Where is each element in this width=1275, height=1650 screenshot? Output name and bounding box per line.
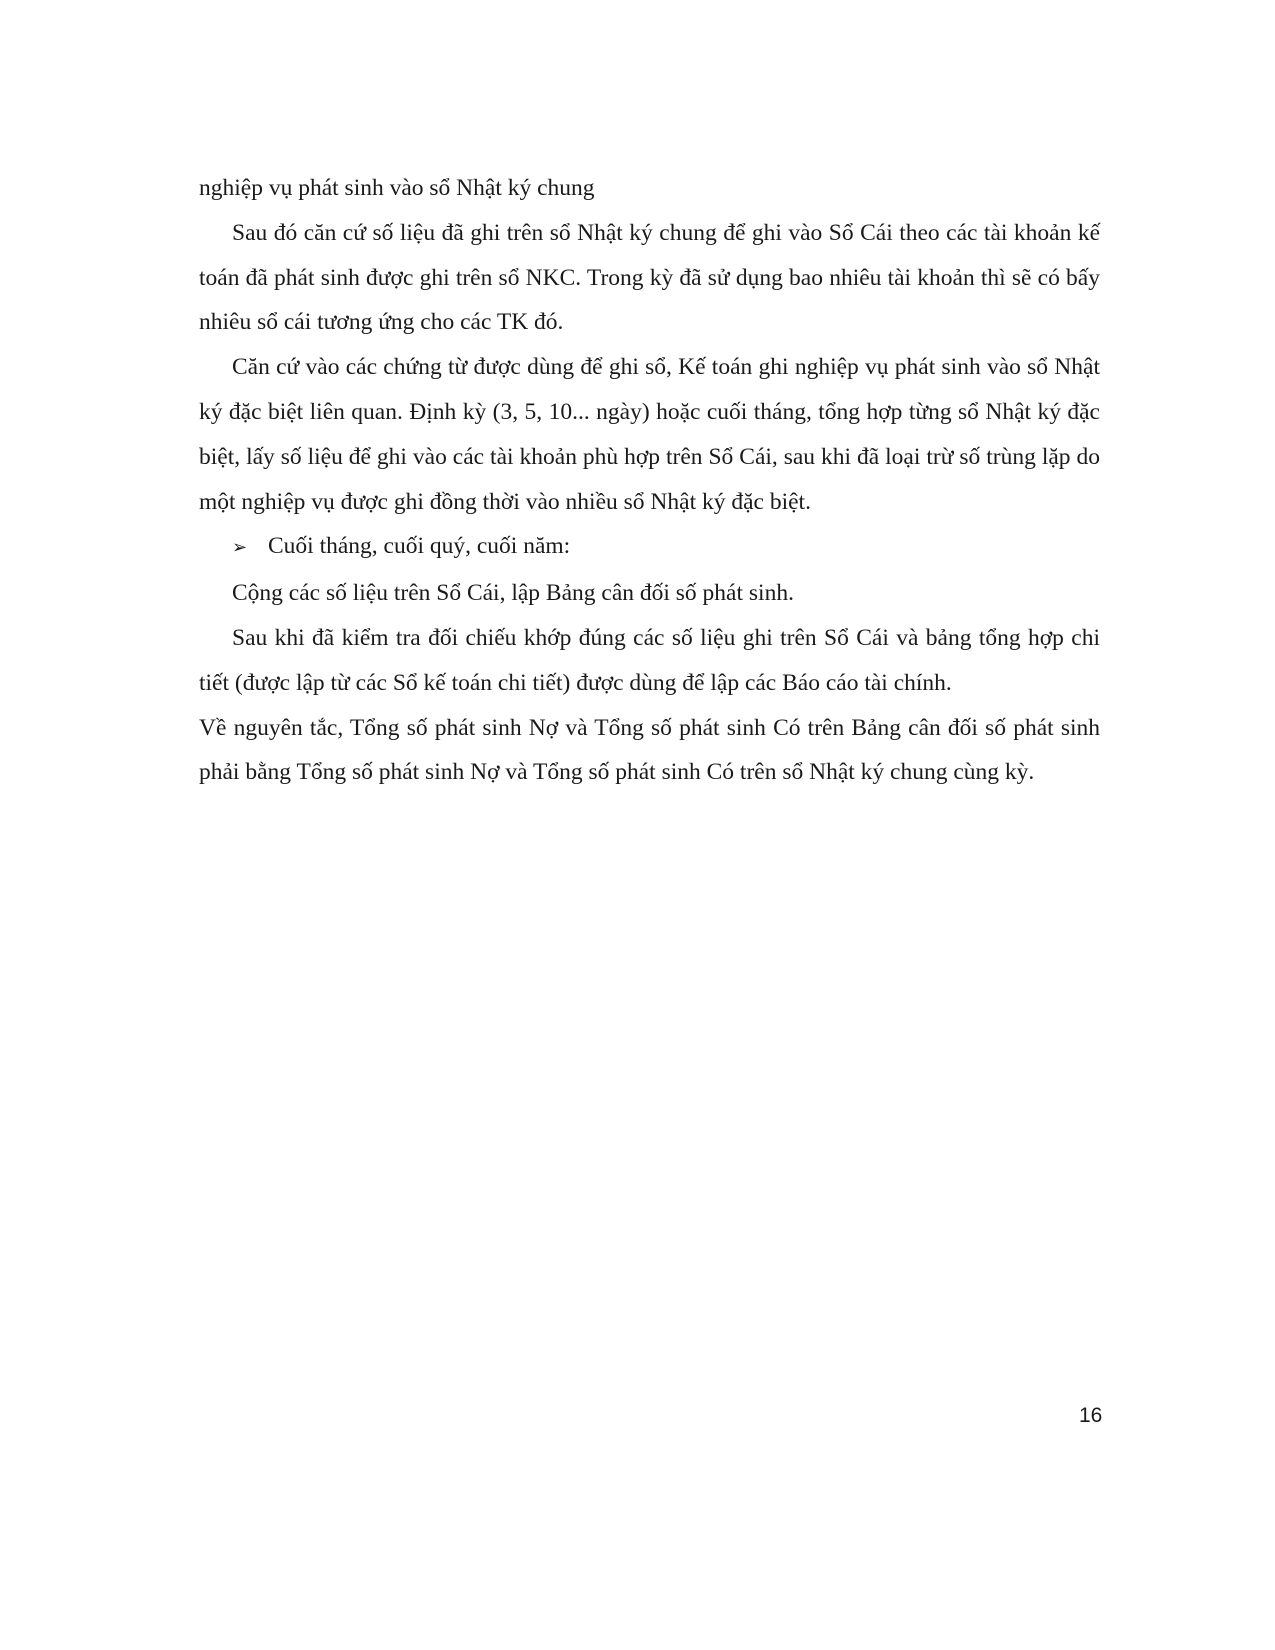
bullet-period-end bbox=[199, 524, 1100, 571]
arrow-bullet-icon: ➢ bbox=[232, 537, 248, 559]
page-number: 16 bbox=[1079, 1404, 1103, 1427]
document-body bbox=[199, 166, 1100, 795]
bullet-text: Cuối tháng, cuối quý, cuối năm: bbox=[268, 533, 571, 560]
paragraph-financial-reports: Sau khi đã kiểm tra đối chiếu khớp đúng các số liệu ghi trên Sổ Cái và bảng tổng hợp chi tiết (được lập từ các Sổ kế toán chi tiết) được dùng để lập các Báo cáo tài chính. bbox=[199, 624, 1100, 696]
paragraph-principle: Về nguyên tắc, Tổng số phát sinh Nợ và Tổng số phát sinh Có trên Bảng cân đối số phát sinh phải bằng Tổng số phát sinh Nợ và Tổng số phát sinh Có trên sổ Nhật ký chung cùng kỳ. bbox=[199, 714, 1100, 786]
paragraph-trial-balance: Cộng các số liệu trên Sổ Cái, lập Bảng cân đối số phát sinh. bbox=[232, 580, 794, 607]
paragraph-ledger: Sau đó căn cứ số liệu đã ghi trên sổ Nhật ký chung để ghi vào Sổ Cái theo các tài khoản kế toán đã phát sinh được ghi trên sổ NKC. Trong kỳ đã sử dụng bao nhiêu tài khoản thì sẽ có bấy nhiêu sổ cái tương ứng cho các TK đó. bbox=[199, 219, 1100, 336]
paragraph-continuation: nghiệp vụ phát sinh vào sổ Nhật ký chung bbox=[199, 175, 595, 201]
paragraph-special-journal: Căn cứ vào các chứng từ được dùng để ghi sổ, Kế toán ghi nghiệp vụ phát sinh vào sổ Nhật ký đặc biệt liên quan. Định kỳ (3, 5, 10... ngày) hoặc cuối tháng, tổng hợp từng sổ Nhật ký đặc biệt, lấy số liệu để ghi vào các tài khoản phù hợp trên Sổ Cái, sau khi đã loại trừ số trùng lặp do một nghiệp vụ được ghi đồng thời vào nhiều sổ Nhật ký đặc biệt. bbox=[199, 354, 1100, 515]
